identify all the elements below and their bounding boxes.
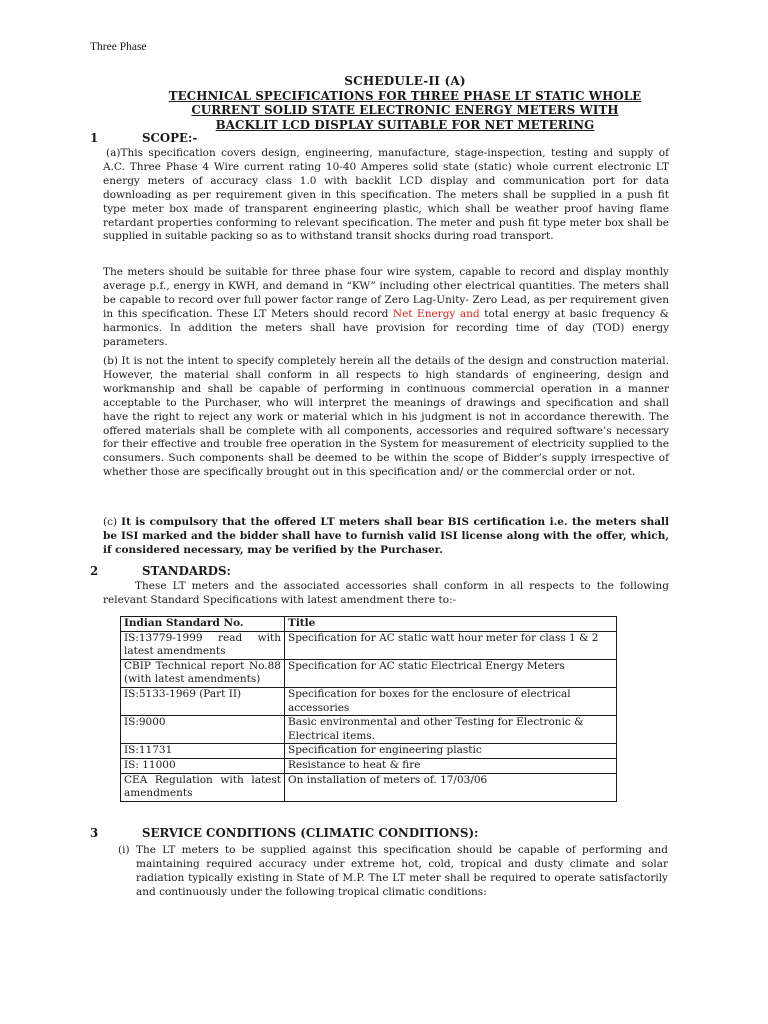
list-marker: (i): [118, 844, 130, 856]
scope-paragraph-2: [103, 266, 669, 349]
standard-number-cell: CBIP Technical report No.88 (with latest amendments): [121, 659, 285, 687]
scope-paragraph-2-text-2: total energy at basic frequency & harmonics. In addition the meters shall have provision for recording time of day (TOD) energy parameters.: [103, 307, 669, 348]
standard-title-cell: Specification for AC static Electrical Energy Meters: [285, 659, 617, 687]
standards-intro: These LT meters and the associated accessories shall conform in all respects to the following relevant Standard Specifications with latest amendment there to:-: [103, 580, 669, 606]
table-row: [121, 773, 617, 801]
section-3-number: 3: [90, 826, 99, 840]
standard-number-cell: IS:5133-1969 (Part II): [121, 687, 285, 715]
standard-number-cell: IS:13779-1999 read with latest amendments: [121, 631, 285, 659]
standard-title-cell: Specification for boxes for the enclosure of electrical accessories: [285, 687, 617, 715]
section-2-title: STANDARDS:: [142, 564, 231, 578]
scope-paragraph-b: (b) It is not the intent to specify completely herein all the details of the design and construction material. However, the material shall conform in all respects to high standards of engineering, design and workmanship and shall be capable of performing in continuous commercial operation in a manner acceptable to the Purchaser, who will interpret the meanings of drawings and specification and shall have the right to reject any work or material which in his judgment is not in accordance therewith. The offered materials shall be complete with all components, accessories and required software’s necessary for their effective and trouble free operation in the System for measurement of electricity supplied to the consumers. Such components shall be deemed to be within the scope of Bidder’s supply irrespective of whether those are specifically brought out in this specification and/ or the commercial order or not.: [103, 355, 669, 479]
schedule-label: SCHEDULE-II (A): [344, 74, 466, 88]
section-3-title: SERVICE CONDITIONS (CLIMATIC CONDITIONS):: [142, 826, 479, 840]
header-indian-standard-no: Indian Standard No.: [121, 617, 285, 632]
section-1-title: SCOPE:-: [142, 131, 198, 145]
standard-title-cell: Resistance to heat & fire: [285, 758, 617, 773]
title-line-2: CURRENT SOLID STATE ELECTRONIC ENERGY METERS WITH: [191, 103, 619, 117]
section-1-number: 1: [90, 131, 99, 145]
table-row: [121, 687, 617, 715]
standard-title-cell: Basic environmental and other Testing for Electronic & Electrical items.: [285, 716, 617, 744]
scope-paragraph-c: [103, 516, 669, 558]
standard-title-cell: Specification for AC static watt hour meter for class 1 & 2: [285, 631, 617, 659]
table-row: [121, 716, 617, 744]
title-line-3: BACKLIT LCD DISPLAY SUITABLE FOR NET METERING: [215, 117, 595, 132]
standard-number-cell: IS:9000: [121, 716, 285, 744]
section-3-heading: [90, 826, 478, 840]
section-2-heading: [90, 564, 231, 578]
standard-number-cell: CEA Regulation with latest amendments: [121, 773, 285, 801]
net-energy-highlight: Net Energy and: [392, 307, 480, 320]
service-condition-item-1: [118, 844, 668, 900]
scope-paragraph-a: (a)This specification covers design, engineering, manufacture, stage-inspection, testing and supply of A.C. Three Phase 4 Wire current rating 10-40 Amperes solid state (static) whole current electronic LT energy meters of accuracy class 1.0 with backlit LCD display and communication port for data downloading as per requirement given in this specification. The meters shall be supplied in a push fit type meter box made of transparent engineering plastic, which shall be weather proof having flame retardant properties conforming to relevant specification. The meter and push fit type meter box shall be supplied in suitable packing so as to withstand transit shocks during road transport.: [103, 147, 669, 243]
standards-table-header-row: [121, 617, 617, 632]
table-row: [121, 631, 617, 659]
table-row: [121, 744, 617, 759]
running-head: Three Phase: [90, 41, 147, 53]
standards-table: [120, 616, 617, 802]
standard-number-cell: IS:11731: [121, 744, 285, 759]
standard-title-cell: Specification for engineering plastic: [285, 744, 617, 759]
scope-paragraph-c-text: It is compulsory that the offered LT meters shall bear BIS certification i.e. the meters shall be ISI marked and the bidder shall have to furnish valid ISI license along with the offer, which, if considered necessary, may be verified by the Purchaser.: [103, 516, 669, 556]
service-condition-text: The LT meters to be supplied against this specification should be capable of performing and maintaining required accuracy under extreme hot, cold, tropical and dusty climate and solar radiation typically existing in State of M.P. The LT meter shall be required to operate satisfactorily and continuously under the following tropical climatic conditions:: [136, 844, 668, 898]
table-row: [121, 758, 617, 773]
section-2-number: 2: [90, 564, 99, 578]
document-title-block: [100, 74, 710, 132]
scope-paragraph-c-marker: (c): [103, 516, 122, 528]
standard-title-cell: On installation of meters of. 17/03/06: [285, 773, 617, 801]
title-line-1: TECHNICAL SPECIFICATIONS FOR THREE PHASE LT STATIC WHOLE: [168, 88, 642, 103]
scope-paragraph-2-text-1: The meters should be suitable for three phase four wire system, capable to record and display monthly average p.f., energy in KWH, and demand in “KW” including other electrical quantities. The meters shall be capable to record over full power factor range of Zero Lag-Unity- Zero Lead, as per requirement given in this specification. These LT Meters should record: [103, 266, 669, 320]
section-1-heading: [90, 131, 197, 145]
header-title: Title: [285, 617, 617, 632]
table-row: [121, 659, 617, 687]
standard-number-cell: IS: 11000: [121, 758, 285, 773]
